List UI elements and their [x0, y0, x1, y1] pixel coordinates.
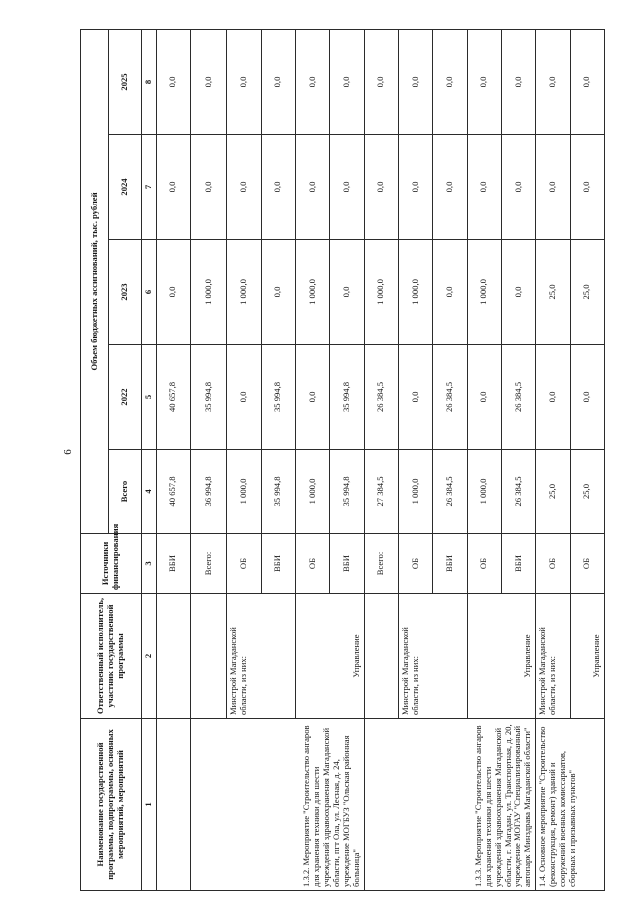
cell-2023: 1 000,0 — [467, 240, 501, 345]
cell-2024: 0,0 — [536, 135, 570, 240]
cell-total: 1 000,0 — [467, 450, 501, 534]
cell-2023: 1 000,0 — [190, 240, 226, 345]
page-number: 6 — [62, 449, 74, 455]
cell-name — [156, 719, 190, 891]
cell-name-1-3-2: 1.3.2. Мероприятие "Строительство ангаров для хранения техники для шести учреждений здравоохранения Магаданской области, пгт Ола, ул. Лесная, д. 24, учреждение МОГБУЗ "Ольская районная больница" — [190, 719, 364, 891]
cell-2023: 1 000,0 — [398, 240, 432, 345]
cell-2025: 0,0 — [501, 29, 535, 134]
cell-2024: 0,0 — [501, 135, 535, 240]
cell-2023: 1 000,0 — [364, 240, 398, 345]
cell-2023: 1 000,0 — [227, 240, 261, 345]
column-number-row — [141, 29, 156, 890]
cell-2022: 0,0 — [398, 345, 432, 450]
cell-2024: 0,0 — [330, 135, 364, 240]
cell-source: ОБ — [570, 534, 604, 594]
cell-source: ОБ — [295, 534, 329, 594]
cell-2024: 0,0 — [261, 135, 295, 240]
cell-total: 26 384,5 — [501, 450, 535, 534]
cell-2025: 0,0 — [156, 29, 190, 134]
cell-2024: 0,0 — [295, 135, 329, 240]
cell-2024: 0,0 — [190, 135, 226, 240]
cell-2023: 0,0 — [433, 240, 467, 345]
cell-executor: Минстрой Магаданской области, из них: — [536, 594, 570, 719]
cell-2025: 0,0 — [364, 29, 398, 134]
cell-2025: 0,0 — [398, 29, 432, 134]
cell-2023: 0,0 — [501, 240, 535, 345]
table-row — [190, 29, 226, 890]
cell-source: ВБИ — [156, 534, 190, 594]
cell-2024: 0,0 — [156, 135, 190, 240]
cell-2024: 0,0 — [433, 135, 467, 240]
cell-2025: 0,0 — [261, 29, 295, 134]
cell-2024: 0,0 — [227, 135, 261, 240]
table-row — [536, 29, 570, 890]
cell-2025: 0,0 — [190, 29, 226, 134]
cell-source: ОБ — [536, 534, 570, 594]
cell-executor — [364, 594, 398, 719]
cell-2022: 0,0 — [295, 345, 329, 450]
table-row — [156, 29, 190, 890]
cell-total: 1 000,0 — [227, 450, 261, 534]
col-number: 8 — [141, 29, 156, 134]
col-number: 7 — [141, 135, 156, 240]
cell-executor: Управление — [295, 594, 364, 719]
cell-2025: 0,0 — [227, 29, 261, 134]
cell-2022: 35 994,8 — [190, 345, 226, 450]
cell-source: Всего: — [364, 534, 398, 594]
cell-2024: 0,0 — [398, 135, 432, 240]
cell-2025: 0,0 — [570, 29, 604, 134]
cell-executor: Управление — [570, 594, 604, 719]
cell-executor: Минстрой Магаданской области, из них: — [398, 594, 467, 719]
header-year-2025: 2025 — [109, 29, 141, 134]
cell-source: ВБИ — [261, 534, 295, 594]
cell-source: ОБ — [227, 534, 261, 594]
col-number: 6 — [141, 240, 156, 345]
col-number: 2 — [141, 594, 156, 719]
cell-total: 27 384,5 — [364, 450, 398, 534]
header-group-budget: Объем бюджетных ассигнований, тыс. рублей — [81, 29, 109, 533]
budget-table — [80, 29, 605, 891]
cell-executor — [190, 594, 226, 719]
cell-2022: 26 384,5 — [501, 345, 535, 450]
cell-total: 1 000,0 — [398, 450, 432, 534]
cell-total: 1 000,0 — [295, 450, 329, 534]
cell-2023: 25,0 — [536, 240, 570, 345]
cell-2023: 25,0 — [570, 240, 604, 345]
col-number: 5 — [141, 345, 156, 450]
cell-total: 26 384,5 — [433, 450, 467, 534]
cell-2022: 0,0 — [467, 345, 501, 450]
cell-2023: 0,0 — [261, 240, 295, 345]
header-col-executor: Ответственный исполнитель, участник государственной программы — [81, 594, 142, 719]
cell-total: 25,0 — [536, 450, 570, 534]
cell-2025: 0,0 — [467, 29, 501, 134]
cell-total: 36 994,8 — [190, 450, 226, 534]
header-col-source: Источники финансирования — [81, 534, 142, 594]
cell-total: 35 994,8 — [330, 450, 364, 534]
table-row — [364, 29, 398, 890]
cell-2024: 0,0 — [467, 135, 501, 240]
header-col-total: Всего — [109, 450, 141, 534]
cell-total: 25,0 — [570, 450, 604, 534]
col-number: 4 — [141, 450, 156, 534]
cell-2024: 0,0 — [364, 135, 398, 240]
rotated-table-container — [80, 30, 605, 891]
header-year-2023: 2023 — [109, 240, 141, 345]
cell-2025: 0,0 — [330, 29, 364, 134]
cell-2025: 0,0 — [433, 29, 467, 134]
cell-source: Всего: — [190, 534, 226, 594]
cell-executor: Управление — [467, 594, 536, 719]
cell-2022: 35 994,8 — [330, 345, 364, 450]
cell-source: ОБ — [398, 534, 432, 594]
header-year-2022: 2022 — [109, 345, 141, 450]
cell-total: 40 657,8 — [156, 450, 190, 534]
header-col-name: Наименование государственной программы, подпрограммы, основных мероприятий, мероприятий — [81, 719, 142, 891]
cell-name-1-4: 1.4. Основное мероприятие "Строительство (реконструкция, ремонт) зданий и сооружений военных комиссариатов, сборных и призывных пунктов" — [536, 719, 605, 891]
cell-executor: Минстрой Магаданской области, из них: — [227, 594, 296, 719]
cell-2023: 0,0 — [156, 240, 190, 345]
cell-source: ВБИ — [501, 534, 535, 594]
cell-2022: 26 384,5 — [364, 345, 398, 450]
cell-2022: 40 657,8 — [156, 345, 190, 450]
cell-2025: 0,0 — [536, 29, 570, 134]
header-year-2024: 2024 — [109, 135, 141, 240]
cell-2022: 0,0 — [570, 345, 604, 450]
cell-executor — [156, 594, 190, 719]
cell-2022: 26 384,5 — [433, 345, 467, 450]
col-number: 3 — [141, 534, 156, 594]
cell-name-1-3-3: 1.3.3. Мероприятие "Строительство ангаров для хранения техники для шести учреждений здравоохранения Магаданской области, г. Магадан, ул. Транспортная, д. 20, учреждение МОГАУ "Специализированный автопарк Минздрава Магаданской области" — [364, 719, 536, 891]
cell-source: ВБИ — [433, 534, 467, 594]
cell-total: 35 994,8 — [261, 450, 295, 534]
cell-2023: 1 000,0 — [295, 240, 329, 345]
cell-2022: 0,0 — [536, 345, 570, 450]
cell-source: ВБИ — [330, 534, 364, 594]
cell-2025: 0,0 — [295, 29, 329, 134]
cell-2024: 0,0 — [570, 135, 604, 240]
cell-source: ОБ — [467, 534, 501, 594]
cell-2022: 0,0 — [227, 345, 261, 450]
cell-2023: 0,0 — [330, 240, 364, 345]
cell-2022: 35 994,8 — [261, 345, 295, 450]
col-number: 1 — [141, 719, 156, 891]
